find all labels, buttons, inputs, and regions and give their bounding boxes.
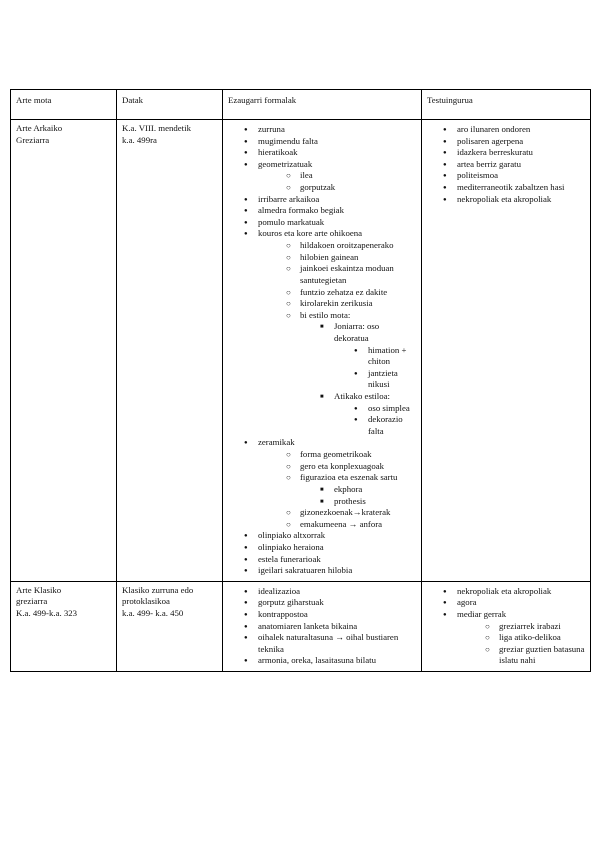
list-item [244,530,416,542]
bullet-icon [244,136,258,148]
bullet-icon [244,609,258,621]
bullet-icon [485,632,499,644]
list-item [244,565,416,577]
list-item [286,170,416,182]
bullet-icon [244,554,258,566]
list-item-text: forma geometrikoak [300,449,372,460]
list-item-text: artea berriz garatu [457,158,521,169]
list-item [244,597,416,609]
bullet-icon [354,403,368,415]
list-item [354,414,412,437]
bullet-icon [286,170,300,182]
list-item-text: estela funerarioak [258,553,321,564]
list-item [443,609,585,667]
list-item-text: polisaren agerpena [457,135,524,146]
bullet-icon [286,507,300,519]
bullet-list [427,586,585,667]
list-item [354,345,412,368]
list-item [244,194,416,206]
list-item [443,124,585,136]
bullet-icon [244,217,258,229]
list-item-text: agora [457,597,477,608]
cell-datak [117,120,223,582]
bullet-icon [354,368,368,380]
bullet-icon [244,597,258,609]
bullet-icon [443,586,457,598]
list-item-text: gero eta konplexuagoak [300,460,385,471]
list-item [244,147,416,159]
list-item [320,496,414,508]
list-item [485,632,585,644]
bullet-icon [286,449,300,461]
bullet-icon [286,472,300,484]
ezaugarri-list [228,586,416,667]
list-item [244,655,416,667]
list-item-text: olinpiako altxorrak [258,530,326,541]
list-item [443,182,585,194]
bullet-icon [244,124,258,136]
cell-testuingurua [422,120,591,582]
list-item [244,554,416,566]
table-header-row [11,90,591,120]
bullet-icon [354,345,368,357]
list-item [443,147,585,159]
header-testuingurua: Testuingurua [422,90,591,120]
list-item [286,507,416,519]
list-item [244,217,416,229]
bullet-icon [286,298,300,310]
bullet-icon [244,542,258,554]
list-item-text: figurazioa eta eszenak sartu [300,472,398,483]
list-item [286,310,416,438]
bullet-icon [286,182,300,194]
bullet-icon [244,159,258,171]
sub-bullet-list [300,484,414,507]
list-item [286,240,416,252]
testuingurua-list [427,124,585,205]
bullet-icon [244,632,258,644]
list-item-text: geometrizatuak [258,158,313,169]
list-item-text: zeramikak [258,437,295,448]
bullet-icon [244,194,258,206]
list-item-text: politeismoa [457,170,499,181]
list-item [244,159,416,194]
bullet-icon [443,609,457,621]
bullet-icon [443,159,457,171]
list-item-text: oso simplea [368,402,410,413]
bullet-icon [286,287,300,299]
list-item [244,124,416,136]
list-item-text: hieratikoak [258,147,298,158]
bullet-icon [320,321,334,333]
list-item [286,252,416,264]
list-item [286,519,416,531]
cell-arte-mota [11,120,117,582]
list-item [286,472,416,507]
bullet-list [427,124,585,205]
bullet-icon [320,391,334,403]
list-item-text: hilobien gainean [300,251,359,262]
list-item-text: Joniarra: oso dekoratua [334,321,380,343]
list-item-text: emakumeena → anfora [300,518,383,529]
bullet-icon [244,530,258,542]
list-item-text: dekorazio falta [368,414,403,436]
list-item-text: mediterraneotik zabaltzen hasi [457,182,565,193]
bullet-icon [286,519,300,531]
list-item-text: mediar gerrak [457,608,507,619]
bullet-icon [286,240,300,252]
ezaugarri-list [228,124,416,577]
list-item-text: ekphora [334,483,363,494]
header-ezaugarri-formalak: Ezaugarri formalak [223,90,422,120]
list-item-text: greziar guztien batasuna islatu nahi [499,643,585,666]
sub-bullet-list [258,240,416,437]
bullet-icon [443,136,457,148]
sub-bullet-list [258,449,416,530]
list-item [244,632,416,655]
list-item [286,287,416,299]
cell-testuingurua [422,581,591,671]
bullet-icon [485,621,499,633]
list-item [485,644,585,667]
list-item [443,597,585,609]
sub-bullet-list [457,621,585,667]
list-item-text: himation + chiton [368,344,407,367]
list-item [244,205,416,217]
list-item [443,136,585,148]
bullet-icon [443,597,457,609]
list-item-text: prothesis [334,495,366,506]
cell-ezaugarri-formalak [223,581,422,671]
list-item [443,170,585,182]
bullet-list [228,124,416,577]
bullet-icon [244,205,258,217]
list-item [354,368,412,391]
list-item [320,484,414,496]
art-history-table [10,89,591,672]
list-item-text: greziarrek irabazi [499,620,561,631]
list-item-text: idazkera berreskuratu [457,147,533,158]
list-item [443,194,585,206]
bullet-icon [443,182,457,194]
bullet-icon [286,263,300,275]
list-item-text: kirolarekin zerikusia [300,298,373,309]
bullet-icon [320,484,334,496]
sub-bullet-list [334,403,412,438]
list-item [244,542,416,554]
bullet-icon [244,565,258,577]
list-item [320,321,414,391]
list-item [320,391,414,437]
list-item [286,449,416,461]
header-datak: Datak [117,90,223,120]
arte-mota-text: Arte Arkaiko Greziarra [16,123,63,145]
list-item-text: liga atiko-delikoa [499,632,561,643]
list-item-text: idealizazioa [258,585,300,596]
list-item-text: kouros eta kore arte ohikoena [258,228,363,239]
table-row-arkaiko [11,120,591,582]
list-item-text: igeilari sakratuaren hilobia [258,565,353,576]
cell-ezaugarri-formalak [223,120,422,582]
list-item-text: jantzieta nikusi [368,367,398,390]
list-item-text: irribarre arkaikoa [258,193,320,204]
list-item [286,182,416,194]
list-item [443,159,585,171]
bullet-icon [485,644,499,656]
list-item-text: mugimendu falta [258,135,318,146]
list-item [485,621,585,633]
cell-arte-mota [11,581,117,671]
list-item-text: nekropoliak eta akropoliak [457,585,552,596]
table-row-klasiko [11,581,591,671]
datak-text: K.a. VIII. mendetik k.a. 499ra [122,123,191,145]
list-item [244,586,416,598]
list-item-text: oihalek naturaltasuna → oihal bustiaren teknika [258,632,399,654]
list-item-text: kontrappostoa [258,608,308,619]
arte-mota-text: Arte Klasiko greziarra K.a. 499-k.a. 323 [16,584,78,618]
bullet-icon [443,170,457,182]
list-item [244,136,416,148]
bullet-icon [443,147,457,159]
bullet-icon [244,228,258,240]
list-item [354,403,412,415]
bullet-list [228,586,416,667]
cell-datak [117,581,223,671]
list-item-text: nekropoliak eta akropoliak [457,193,552,204]
list-item-text: gorputzak [300,182,336,193]
bullet-icon [443,194,457,206]
bullet-icon [286,252,300,264]
bullet-icon [354,414,368,426]
header-arte-mota: Arte mota [11,90,117,120]
sub-bullet-list [258,170,416,193]
list-item-text: hildakoen oroitzapenerako [300,240,394,251]
list-item-text: armonia, oreka, lasaitasuna bilatu [258,655,376,666]
bullet-icon [244,586,258,598]
list-item [443,586,585,598]
datak-text: Klasiko zurruna edo protoklasikoa k.a. 499- k.a. 450 [122,584,194,618]
bullet-icon [286,310,300,322]
bullet-icon [286,461,300,473]
bullet-icon [244,655,258,667]
list-item-text: zurruna [258,124,285,134]
list-item-text: almedra formako begiak [258,205,344,216]
list-item-text: funtzio zehatza ez dakite [300,286,388,297]
testuingurua-list [427,586,585,667]
list-item [244,621,416,633]
list-item-text: aro ilunaren ondoren [457,124,531,134]
list-item-text: Atikako estiloa: [334,391,390,402]
list-item-text: anatomiaren lanketa bikaina [258,620,358,631]
list-item [244,437,416,530]
bullet-icon [244,437,258,449]
bullet-icon [443,124,457,136]
list-item-text: gorputz giharstuak [258,597,324,608]
list-item [244,228,416,437]
list-item [286,263,416,286]
list-item-text: olinpiako heraiona [258,541,324,552]
list-item-text: ilea [300,170,313,181]
list-item-text: pomulo markatuak [258,216,325,227]
bullet-icon [244,147,258,159]
bullet-icon [244,621,258,633]
sub-bullet-list [334,345,412,391]
list-item-text: gizonezkoenak→kraterak [300,507,391,518]
sub-bullet-list [300,321,414,437]
bullet-icon [320,496,334,508]
list-item [286,298,416,310]
list-item-text: jainkoei eskaintza moduan santutegietan [300,263,394,285]
list-item-text: bi estilo mota: [300,309,351,320]
list-item [286,461,416,473]
list-item [244,609,416,621]
